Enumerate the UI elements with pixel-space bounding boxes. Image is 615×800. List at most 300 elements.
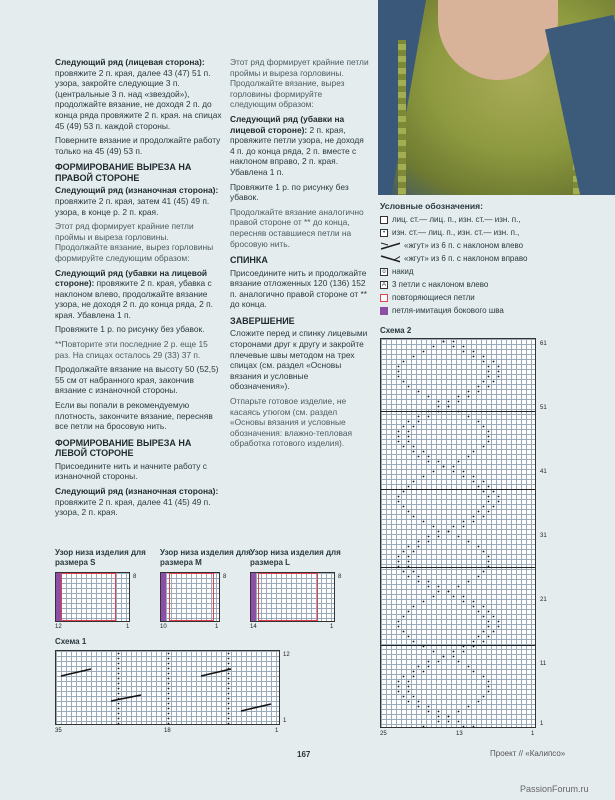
- stitch-dot: [478, 486, 480, 488]
- stitch-dot: [438, 721, 440, 723]
- stitch-dot: [168, 693, 170, 695]
- stitch-dot: [398, 371, 400, 373]
- cable-right-icon: [380, 255, 400, 263]
- stitch-dot: [443, 466, 445, 468]
- stitch-dot: [418, 416, 420, 418]
- stitch-dot: [483, 481, 485, 483]
- stitch-dot: [478, 511, 480, 513]
- stitch-dot: [483, 641, 485, 643]
- stitch-dot: [398, 436, 400, 438]
- schema2-title: Схема 2: [380, 326, 412, 335]
- stitch-dot: [413, 571, 415, 573]
- stitch-dot: [408, 611, 410, 613]
- stitch-dot: [438, 711, 440, 713]
- stitch-dot: [453, 596, 455, 598]
- stitch-dot: [483, 551, 485, 553]
- stitch-dot: [403, 506, 405, 508]
- stitch-dot: [483, 616, 485, 618]
- magazine-page: Следующий ряд (лицевая сторона): провяжите 2 п. края, далее 43 (47) 51 п. узора, закройте следующие 3 п. (центральные 3 п. над «звездой»), продолжайте вязание, не доходя 2 п. до конца ряда провяжите 2 п. края. на спицах 45 (49) 53 п. каждой стороны. Поверните вязание и продолжайте работу только на 45 (49) 53 п. ФОРМИРОВАНИЕ ВЫРЕЗА НА ПРАВОЙ СТОРОНЕ Следующий ряд (изнаночная сторона): провяжите 2 п. края, затем 41 (45) 49 п. узора, в конце р. 2 п. края. Этот ряд формирует крайние петли проймы и выреза горловины. Продолжайте вязание, вырез горловины формируйте следующим образом: Следующий ряд (убавки на лицевой стороне): провяжите 2 п. края, убавка с наклоном влево, продолжайте вязание узора, не доходя 2 п. до конца ряда, 2 п. края. Убавлена 1 п. Провяжите 1 р. по рисунку без убавок. **Повторите эти последние 2 р. еще 15 раз. На спицах осталось 29 (33) 37 п. Продолжайте вязание на высоту 50 (52,5) 55 см от набранного края, закончив вязание с изнаночной стороны. Если вы попали в рекомендуемую плотность, закончите вязание, пересняв все петли на бросовую нить. ФОРМИРОВАНИЕ ВЫРЕЗА НА ЛЕВОЙ СТОРОНЕ Присоедините нить и начните работу с изнаночной стороны. Следующий ряд (изнаночная сторона): провяжите 2 п. края, далее 41 (45) 49 п. узора, 2 п. края. Этот ряд формирует крайние петли проймы и выреза горловины. Продолжайте вязание, вырез горловины формируйте следующим образом: Следующий ряд (убавки на лицевой стороне): 2 п. края, провяжите петли узора, не доходя 4 п. до конца ряда, 2 п. вместе с наклоном вправо, 2 п. края. Убавлена 1 п. Провяжите 1 р. по рисунку без убавок. Продолжайте вязание аналогично правой стороне от ** до конца, пересняв оставшиеся петли на бросовую нить. СПИНКА Присоедините нить и продолжайте вязание отложенных 120 (136) 152 п. аналогично правой стороне от ** до конца. ЗАВЕРШЕНИЕ Сложите перед и спинку лицевыми сторонами друг к другу и закройте плечевые швы методом на трех спицах (см. раздел «Основы вязания и условные обозначения»). Отпарьте готовое изделие, не касаясь утюгом (см. раздел «Основы вязания и условные обозначения: влажно-тепловая обработка готового изделия). Условные обозначения: лиц. ст.— лиц. п., изн. ст.— изн. п., • изн. ст.— лиц. п., изн. ст.— изн. п., «жгут» из 6 п. с наклоном влево «жгут» из 6 п. с наклоном вправо o накид A 3 петли с наклоном влево повторяющиеся петли петля-имитация бокового шва Схема 2 61 51 41 31 21 11 1 25 13 1 Узор низа изделия для размера S 8 12 1 Узор низа изделия для размера M 8 10 1 Узор низа изделия для размера L 8 14 1 Схема 1 12 1 35 18 1 167 Проект // «Калипсо» PassionForum.ru: [0, 0, 615, 800]
- stitch-dot: [498, 621, 500, 623]
- schema2-row-label: 11: [540, 661, 547, 667]
- stitch-dot: [413, 356, 415, 358]
- stitch-dot: [423, 451, 425, 453]
- legend-item: o накид: [380, 265, 610, 278]
- stitch-dot: [118, 718, 120, 720]
- stitch-dot: [403, 491, 405, 493]
- stitch-dot: [483, 446, 485, 448]
- stitch-dot: [478, 611, 480, 613]
- stitch-dot: [448, 716, 450, 718]
- stitch-dot: [423, 601, 425, 603]
- stitch-dot: [488, 386, 490, 388]
- stitch-dot: [118, 683, 120, 685]
- stitch-dot: [478, 386, 480, 388]
- stitch-dot: [413, 551, 415, 553]
- stitch-dot: [228, 703, 230, 705]
- stitch-dot: [493, 616, 495, 618]
- stitch-dot: [118, 673, 120, 675]
- stitch-dot: [413, 671, 415, 673]
- stitch-dot: [478, 391, 480, 393]
- stitch-dot: [478, 636, 480, 638]
- stitch-dot: [483, 516, 485, 518]
- schema2-row-label: 51: [540, 405, 547, 411]
- stitch-dot: [498, 366, 500, 368]
- schema2-col-label: 13: [456, 731, 463, 737]
- stitch-dot: [408, 556, 410, 558]
- stitch-dot: [463, 526, 465, 528]
- stitch-dot: [463, 476, 465, 478]
- stitch-dot: [463, 651, 465, 653]
- stitch-dot: [408, 386, 410, 388]
- stitch-dot: [228, 683, 230, 685]
- stitch-dot: [423, 671, 425, 673]
- schema1-row-label: 12: [283, 652, 290, 658]
- stitch-dot: [488, 621, 490, 623]
- stitch-dot: [423, 521, 425, 523]
- stitch-dot: [478, 576, 480, 578]
- stitch-dot: [473, 351, 475, 353]
- stitch-dot: [438, 531, 440, 533]
- cable-mark: [241, 704, 271, 711]
- stitch-dot: [118, 693, 120, 695]
- stitch-dot: [483, 491, 485, 493]
- repeat-box-icon: [380, 294, 388, 302]
- stitch-dot: [428, 581, 430, 583]
- stitch-dot: [458, 411, 460, 413]
- heading-back: СПИНКА: [230, 255, 268, 266]
- legend-item: • изн. ст.— лиц. п., изн. ст.— изн. п.,: [380, 226, 610, 239]
- stitch-dot: [488, 611, 490, 613]
- stitch-dot: [168, 653, 170, 655]
- stitch-dot: [463, 646, 465, 648]
- stitch-dot: [463, 596, 465, 598]
- stitch-dot: [493, 381, 495, 383]
- stitch-dot: [438, 716, 440, 718]
- stitch-dot: [423, 351, 425, 353]
- stitch-dot: [428, 456, 430, 458]
- stitch-dot: [438, 661, 440, 663]
- stitch-dot: [118, 688, 120, 690]
- legend-title: Условные обозначения:: [380, 201, 483, 211]
- stitch-dot: [403, 696, 405, 698]
- stitch-dot: [488, 501, 490, 503]
- stitch-dot: [403, 676, 405, 678]
- legend-item: повторяющиеся петли: [380, 291, 610, 304]
- stitch-dot: [408, 566, 410, 568]
- purl-icon: •: [380, 229, 388, 237]
- stitch-dot: [473, 476, 475, 478]
- stitch-dot: [488, 691, 490, 693]
- stitch-dot: [488, 371, 490, 373]
- stitch-dot: [483, 676, 485, 678]
- stitch-dot: [468, 416, 470, 418]
- stitch-dot: [438, 406, 440, 408]
- stitch-dot: [498, 376, 500, 378]
- stitch-dot: [413, 451, 415, 453]
- stitch-dot: [463, 726, 465, 728]
- schema1-col-label: 1: [275, 728, 279, 734]
- stitch-dot: [228, 713, 230, 715]
- stitch-dot: [493, 361, 495, 363]
- schema2-row-label: 41: [540, 469, 547, 475]
- stitch-dot: [483, 381, 485, 383]
- schema2-row-label: 21: [540, 597, 547, 603]
- stitch-dot: [398, 561, 400, 563]
- schema2-col-label: 1: [531, 731, 535, 737]
- stitch-dot: [433, 526, 435, 528]
- stitch-dot: [398, 686, 400, 688]
- stitch-dot: [473, 521, 475, 523]
- stitch-dot: [448, 531, 450, 533]
- stitch-dot: [428, 461, 430, 463]
- stitch-dot: [228, 678, 230, 680]
- stitch-dot: [413, 606, 415, 608]
- stitch-dot: [418, 706, 420, 708]
- stitch-dot: [473, 356, 475, 358]
- stitch-dot: [438, 461, 440, 463]
- stitch-dot: [483, 356, 485, 358]
- stitch-dot: [488, 496, 490, 498]
- schema2-row-label: 1: [540, 721, 544, 727]
- stitch-dot: [463, 471, 465, 473]
- stitch-dot: [473, 606, 475, 608]
- stitch-dot: [408, 436, 410, 438]
- stitch-dot: [468, 581, 470, 583]
- stitch-dot: [488, 376, 490, 378]
- stitch-dot: [118, 678, 120, 680]
- heading-right-neck: ФОРМИРОВАНИЕ ВЫРЕЗА НА ПРАВОЙ СТОРОНЕ: [55, 162, 192, 183]
- stitch-dot: [468, 396, 470, 398]
- stitch-dot: [413, 696, 415, 698]
- stitch-dot: [418, 701, 420, 703]
- stitch-dot: [483, 571, 485, 573]
- stitch-dot: [428, 706, 430, 708]
- stitch-dot: [413, 446, 415, 448]
- stitch-dot: [413, 516, 415, 518]
- schema1-row-label: 1: [283, 718, 287, 724]
- stitch-dot: [408, 511, 410, 513]
- stitch-dot: [168, 663, 170, 665]
- stitch-dot: [418, 546, 420, 548]
- stitch-dot: [418, 581, 420, 583]
- stitch-dot: [423, 476, 425, 478]
- stitch-dot: [228, 693, 230, 695]
- legend-item: «жгут» из 6 п. с наклоном вправо: [380, 252, 610, 265]
- stitch-dot: [458, 586, 460, 588]
- stitch-dot: [458, 721, 460, 723]
- size-l-grid: [250, 572, 335, 622]
- stitch-dot: [228, 663, 230, 665]
- stitch-dot: [458, 461, 460, 463]
- stitch-dot: [408, 431, 410, 433]
- stitch-dot: [398, 621, 400, 623]
- stitch-dot: [473, 451, 475, 453]
- stitch-dot: [473, 641, 475, 643]
- stitch-dot: [453, 341, 455, 343]
- cable-mark: [61, 669, 91, 676]
- stitch-dot: [488, 556, 490, 558]
- stitch-dot: [418, 576, 420, 578]
- schema2-row-label: 31: [540, 533, 547, 539]
- legend: [380, 200, 610, 317]
- stitch-dot: [428, 661, 430, 663]
- stitch-dot: [118, 653, 120, 655]
- stitch-dot: [228, 723, 230, 725]
- stitch-dot: [418, 456, 420, 458]
- stitch-dot: [468, 541, 470, 543]
- stitch-dot: [228, 698, 230, 700]
- stitch-dot: [398, 691, 400, 693]
- stitch-dot: [433, 596, 435, 598]
- stitch-dot: [403, 446, 405, 448]
- stitch-dot: [423, 646, 425, 648]
- stitch-dot: [398, 626, 400, 628]
- stitch-dot: [448, 401, 450, 403]
- text-column-1: Следующий ряд (лицевая сторона): провяжите 2 п. края, далее 43 (47) 51 п. узора, закройте следующие 3 п. (центральные 3 п. над «звездой»), продолжайте вязание, не доходя 2 п. до конца ряда провяжите 2 п. края. на спицах 45 (49) 53 п. каждой стороны. Поверните вязание и продолжайте работу только на 45 (49) 53 п. ФОРМИРОВАНИЕ ВЫРЕЗА НА ПРАВОЙ СТОРОНЕ Следующий ряд (изнаночная сторона): провяжите 2 п. края, затем 41 (45) 49 п. узора, в конце р. 2 п. края. Этот ряд формирует крайние петли проймы и выреза горловины. Продолжайте вязание, вырез горловины формируйте следующим образом: Следующий ряд (убавки на лицевой стороне): провяжите 2 п. края, убавка с наклоном влево, продолжайте вязание узора, не доходя 2 п. до конца ряда, 2 п. края. Убавлена 1 п. Провяжите 1 р. по рисунку без убавок. **Повторите эти последние 2 р. еще 15 раз. На спицах осталось 29 (33) 37 п. Продолжайте вязание на высоту 50 (52,5) 55 см от набранного края, закончив вязание с изнаночной стороны. Если вы попали в рекомендуемую плотность, закончите вязание, пересняв все петли на бросовую нить. ФОРМИРОВАНИЕ ВЫРЕЗА НА ЛЕВОЙ СТОРОНЕ Присоедините нить и начните работу с изнаночной стороны. Следующий ряд (изнаночная сторона): провяжите 2 п. края, далее 41 (45) 49 п. узора, 2 п. края.: [55, 57, 222, 518]
- legend-item: петля-имитация бокового шва: [380, 304, 610, 317]
- stitch-dot: [118, 723, 120, 725]
- side-seam-icon: [380, 307, 388, 315]
- stitch-dot: [428, 416, 430, 418]
- stitch-dot: [488, 681, 490, 683]
- stitch-dot: [168, 683, 170, 685]
- stitch-dot: [468, 706, 470, 708]
- stitch-dot: [488, 486, 490, 488]
- stitch-dot: [473, 726, 475, 728]
- stitch-dot: [228, 673, 230, 675]
- stitch-dot: [168, 703, 170, 705]
- schema2-row-label: 61: [540, 341, 547, 347]
- stitch-dot: [438, 401, 440, 403]
- stitch-dot: [473, 481, 475, 483]
- stitch-dot: [118, 668, 120, 670]
- stitch-dot: [483, 631, 485, 633]
- stitch-dot: [448, 406, 450, 408]
- stitch-dot: [418, 421, 420, 423]
- legend-item: «жгут» из 6 п. с наклоном влево: [380, 239, 610, 252]
- stitch-dot: [498, 371, 500, 373]
- stitch-dot: [458, 536, 460, 538]
- stitch-dot: [498, 626, 500, 628]
- decrease-icon: A: [381, 281, 386, 288]
- stitch-dot: [453, 526, 455, 528]
- stitch-dot: [428, 711, 430, 713]
- stitch-dot: [168, 673, 170, 675]
- stitch-dot: [168, 678, 170, 680]
- stitch-dot: [228, 718, 230, 720]
- stitch-dot: [403, 551, 405, 553]
- stitch-dot: [408, 561, 410, 563]
- stitch-dot: [488, 436, 490, 438]
- stitch-dot: [168, 723, 170, 725]
- stitch-dot: [453, 466, 455, 468]
- stitch-dot: [458, 711, 460, 713]
- stitch-dot: [428, 411, 430, 413]
- text-column-2: Этот ряд формирует крайние петли проймы и выреза горловины. Продолжайте вязание, вырез горловины формируйте следующим образом: Следующий ряд (убавки на лицевой стороне): 2 п. края, провяжите петли узора, не доходя 4 п. до конца ряда, 2 п. вместе с наклоном вправо, 2 п. края. Убавлена 1 п. Провяжите 1 р. по рисунку без убавок. Продолжайте вязание аналогично правой стороне от ** до конца, пересняв оставшиеся петли на бросовую нить. СПИНКА Присоедините нить и продолжайте вязание отложенных 120 (136) 152 п. аналогично правой стороне от ** до конца. ЗАВЕРШЕНИЕ Сложите перед и спинку лицевыми сторонами друг к другу и закройте плечевые швы методом на трех спицах (см. раздел «Основы вязания и условные обозначения»). Отпарьте готовое изделие, не касаясь утюгом (см. раздел «Основы вязания и условные обозначения: влажно-тепловая обработка готового изделия).: [230, 57, 369, 449]
- stitch-dot: [398, 376, 400, 378]
- footer-project: Проект // «Калипсо»: [490, 749, 566, 758]
- stitch-dot: [498, 496, 500, 498]
- stitch-dot: [498, 501, 500, 503]
- stitch-dot: [468, 391, 470, 393]
- stitch-dot: [118, 708, 120, 710]
- stitch-dot: [228, 688, 230, 690]
- stitch-dot: [428, 586, 430, 588]
- schema1-title: Схема 1: [55, 637, 87, 646]
- schema2-grid: [380, 338, 536, 728]
- stitch-dot: [448, 591, 450, 593]
- stitch-dot: [408, 576, 410, 578]
- stitch-dot: [478, 546, 480, 548]
- stitch-dot: [413, 426, 415, 428]
- stitch-dot: [448, 721, 450, 723]
- stitch-dot: [403, 361, 405, 363]
- stitch-dot: [453, 656, 455, 658]
- stitch-dot: [408, 691, 410, 693]
- legend-item: A 3 петли с наклоном влево: [381, 280, 489, 289]
- stitch-dot: [168, 658, 170, 660]
- stitch-dot: [398, 681, 400, 683]
- stitch-dot: [493, 631, 495, 633]
- stitch-dot: [408, 701, 410, 703]
- knit-icon: [380, 216, 388, 224]
- stitch-dot: [168, 688, 170, 690]
- stitch-dot: [488, 441, 490, 443]
- stitch-dot: [398, 566, 400, 568]
- stitch-dot: [483, 696, 485, 698]
- stitch-dot: [398, 366, 400, 368]
- stitch-dot: [408, 636, 410, 638]
- stitch-dot: [488, 561, 490, 563]
- stitch-dot: [168, 713, 170, 715]
- stitch-dot: [483, 361, 485, 363]
- stitch-dot: [468, 666, 470, 668]
- stitch-dot: [413, 481, 415, 483]
- stitch-dot: [488, 686, 490, 688]
- heading-finishing: ЗАВЕРШЕНИЕ: [230, 315, 295, 326]
- stitch-dot: [453, 651, 455, 653]
- stitch-dot: [168, 718, 170, 720]
- size-l-title: Узор низа изделия для размера L: [250, 548, 341, 567]
- schema1-grid: [55, 650, 280, 725]
- stitch-dot: [408, 421, 410, 423]
- stitch-dot: [413, 676, 415, 678]
- stitch-dot: [418, 666, 420, 668]
- stitch-dot: [418, 541, 420, 543]
- stitch-dot: [463, 521, 465, 523]
- stitch-dot: [403, 426, 405, 428]
- stitch-dot: [403, 631, 405, 633]
- stitch-dot: [473, 671, 475, 673]
- stitch-dot: [478, 701, 480, 703]
- stitch-dot: [398, 441, 400, 443]
- stitch-dot: [433, 471, 435, 473]
- stitch-dot: [488, 431, 490, 433]
- stitch-dot: [398, 431, 400, 433]
- stitch-dot: [488, 636, 490, 638]
- stitch-dot: [438, 411, 440, 413]
- stitch-dot: [428, 396, 430, 398]
- stitch-dot: [438, 536, 440, 538]
- stitch-dot: [488, 566, 490, 568]
- stitch-dot: [168, 668, 170, 670]
- stitch-dot: [438, 586, 440, 588]
- size-s-grid: [55, 572, 130, 622]
- stitch-dot: [443, 656, 445, 658]
- stitch-dot: [468, 456, 470, 458]
- cable-mark: [201, 669, 231, 676]
- stitch-dot: [118, 703, 120, 705]
- cable-mark: [111, 695, 141, 701]
- legend-item: лиц. ст.— лиц. п., изн. ст.— изн. п.,: [380, 213, 610, 226]
- stitch-dot: [408, 486, 410, 488]
- stitch-dot: [483, 606, 485, 608]
- stitch-dot: [428, 541, 430, 543]
- stitch-dot: [408, 681, 410, 683]
- stitch-dot: [118, 713, 120, 715]
- stitch-dot: [403, 571, 405, 573]
- stitch-dot: [228, 708, 230, 710]
- stitch-dot: [118, 663, 120, 665]
- schema1-col-label: 35: [55, 728, 62, 734]
- garment-photo: [378, 0, 615, 195]
- stitch-dot: [398, 556, 400, 558]
- stitch-dot: [488, 366, 490, 368]
- size-m-title: Узор низа изделия для размера M: [160, 548, 251, 567]
- stitch-dot: [483, 506, 485, 508]
- stitch-dot: [403, 381, 405, 383]
- stitch-dot: [488, 626, 490, 628]
- stitch-dot: [168, 698, 170, 700]
- stitch-dot: [408, 546, 410, 548]
- stitch-dot: [458, 396, 460, 398]
- stitch-dot: [118, 658, 120, 660]
- schema1-col-label: 18: [164, 728, 171, 734]
- stitch-dot: [473, 516, 475, 518]
- watermark: PassionForum.ru: [520, 784, 589, 794]
- stitch-dot: [473, 601, 475, 603]
- cable-left-icon: [380, 242, 400, 250]
- stitch-dot: [428, 536, 430, 538]
- schema2-col-label: 25: [380, 731, 387, 737]
- stitch-dot: [488, 511, 490, 513]
- stitch-dot: [168, 708, 170, 710]
- stitch-dot: [228, 658, 230, 660]
- stitch-dot: [423, 726, 425, 728]
- stitch-dot: [458, 401, 460, 403]
- stitch-dot: [413, 641, 415, 643]
